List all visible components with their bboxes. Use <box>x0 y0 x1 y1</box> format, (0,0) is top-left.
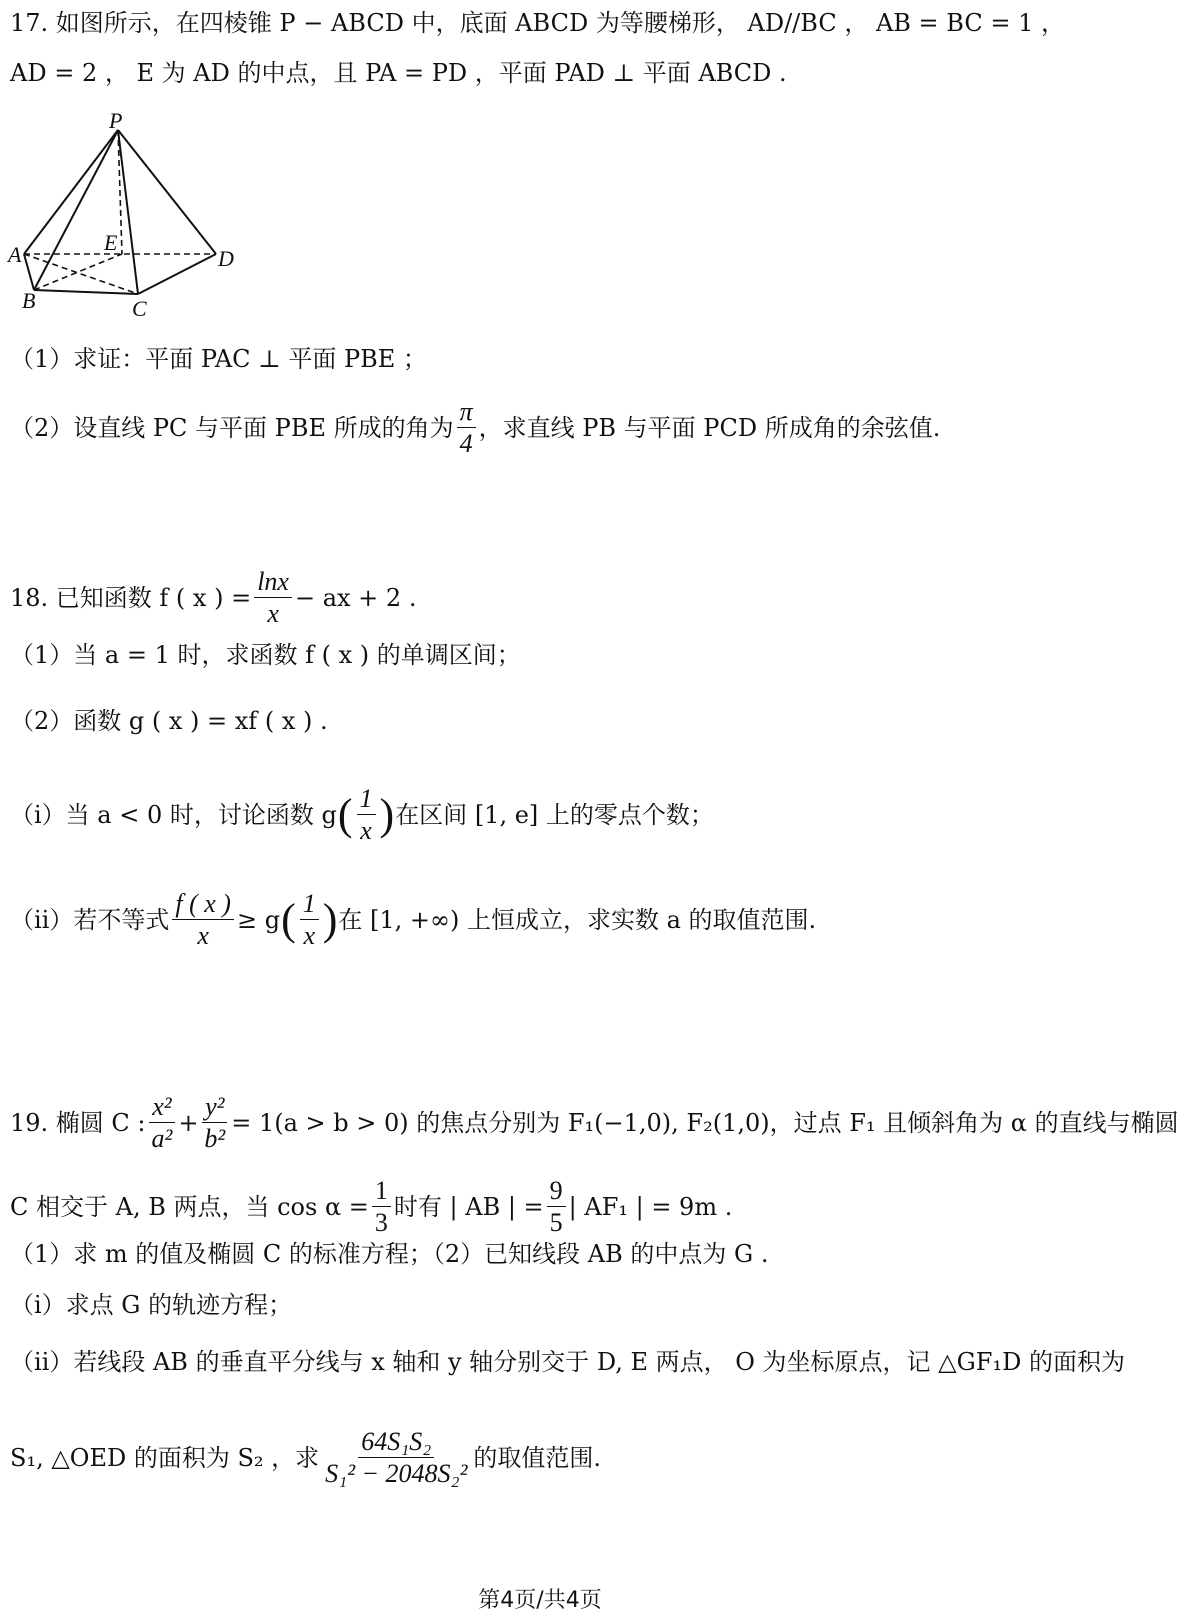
label-D: D <box>218 246 234 271</box>
area-ratio-fraction <box>322 1428 470 1488</box>
q18-sub1-line <box>10 785 1070 845</box>
frac-den: x <box>197 921 209 951</box>
frac-den: x <box>360 816 372 846</box>
frac-den: a² <box>151 1124 173 1154</box>
q18-sub1-b: 在区间 [1, e] 上的零点个数； <box>395 800 714 829</box>
label-C: C <box>132 296 147 321</box>
one-third-fraction <box>372 1177 391 1237</box>
q19-sub2: （ⅱ）若线段 AB 的垂直平分线与 x 轴和 y 轴分别交于 D, E 两点， O 为坐标原点，记 △GF₁D 的面积为 <box>10 1348 1125 1376</box>
q19-stem-b: = 1(a > b > 0) 的焦点分别为 F₁(−1,0), F₂(1,0)，过点 F₁ 且倾斜角为 α 的直线与椭圆 <box>231 1108 1179 1137</box>
frac-den: S₁² − 2048S₂² <box>325 1459 468 1489</box>
q18-part1: （1）当 a = 1 时，求函数 f ( x ) 的单调区间； <box>10 641 521 669</box>
right-paren: ) <box>379 789 395 839</box>
one-over-x-fraction <box>300 890 319 950</box>
q19-stem-a: 19. 椭圆 C : <box>10 1108 146 1137</box>
q18-part2-line <box>10 704 1070 738</box>
pi-over-4-fraction <box>457 398 476 458</box>
q19-sub2-line <box>10 1345 1125 1379</box>
one-over-x-fraction <box>357 785 376 845</box>
frac-num: 64S₁S₂ <box>358 1428 434 1458</box>
frac-den: b² <box>204 1124 226 1154</box>
q19-plus: + <box>178 1108 199 1137</box>
left-paren: ( <box>337 789 353 839</box>
q18-stem-a: 18. 已知函数 f ( x ) = <box>10 583 252 612</box>
q19-line2 <box>10 1177 1070 1237</box>
label-A: A <box>8 242 22 267</box>
left-paren: ( <box>281 894 296 944</box>
x2-over-a2-fraction <box>149 1093 176 1153</box>
frac-num: 1 <box>300 890 319 920</box>
q17-line2 <box>10 56 1070 90</box>
q19-last-b: 的取值范围. <box>473 1443 602 1472</box>
edge-AB <box>24 254 34 290</box>
q19-line2-b: | AF₁ | = 9m . <box>568 1192 733 1221</box>
q19-part1: （1）求 m 的值及椭圆 C 的标准方程；（2）已知线段 AB 的中点为 G . <box>10 1240 769 1268</box>
q19-last-line <box>10 1428 1070 1488</box>
edge-PB <box>34 130 118 290</box>
frac-den: 5 <box>549 1208 563 1238</box>
edge-PD <box>118 130 216 254</box>
q17-part2-a: （2）设直线 PC 与平面 PBE 所成的角为 <box>10 413 454 442</box>
q19-line2-mid: 时有 | AB | = <box>393 1192 544 1221</box>
q19-sub1-line <box>10 1288 1070 1322</box>
page-footer: 第4页/共4页 <box>478 1588 602 1613</box>
q19-last-a: S₁, △OED 的面积为 S₂ ，求 <box>10 1443 320 1472</box>
q18-stem-b: − ax + 2 . <box>294 583 417 612</box>
frac-num: 9 <box>547 1177 566 1207</box>
q18-sub2-mid: ≥ g <box>236 905 281 934</box>
frac-num: x² <box>149 1093 174 1123</box>
right-paren: ) <box>322 894 338 944</box>
q18-sub2-a: （ⅱ）若不等式 <box>10 905 170 934</box>
pyramid-figure <box>8 108 248 322</box>
label-E: E <box>104 230 118 255</box>
q17-part1: （1）求证：平面 PAC ⊥ 平面 PBE ； <box>10 345 427 373</box>
q17-line1 <box>10 6 1070 40</box>
frac-num: y² <box>202 1093 227 1123</box>
frac-den: x <box>303 921 315 951</box>
edge-BC <box>34 290 138 294</box>
q18-sub1-a: （ⅰ）当 a < 0 时，讨论函数 g <box>10 800 337 829</box>
y2-over-b2-fraction <box>201 1093 228 1153</box>
frac-num: 1 <box>372 1177 391 1207</box>
q19-part1-line <box>10 1237 1070 1271</box>
q19-line1 <box>10 1092 1179 1154</box>
frac-den: 4 <box>459 429 473 459</box>
label-B: B <box>22 288 36 313</box>
q19-sub1: （ⅰ）求点 G 的轨迹方程； <box>10 1291 293 1319</box>
q18-line1 <box>10 568 1070 628</box>
edge-CD <box>138 254 216 294</box>
frac-den: 3 <box>374 1208 388 1238</box>
q19-line2-a: C 相交于 A, B 两点，当 cos α = <box>10 1192 369 1221</box>
nine-fifths-fraction <box>547 1177 566 1237</box>
label-P: P <box>109 108 123 133</box>
frac-den: x <box>267 599 279 629</box>
lnx-over-x-fraction <box>254 568 292 628</box>
q18-sub2-b: 在 [1, +∞) 上恒成立，求实数 a 的取值范围. <box>338 905 817 934</box>
q17-part2-line <box>10 398 1070 458</box>
edge-AC <box>24 254 138 294</box>
frac-num: π <box>457 398 476 428</box>
fx-over-x-fraction <box>172 890 234 950</box>
q18-sub2-line <box>10 890 1070 950</box>
q17-part1-line <box>10 342 1070 376</box>
q17-stem-line2: AD = 2 ， E 为 AD 的中点，且 PA = PD ，平面 PAD ⊥ 平面 ABCD . <box>10 59 787 87</box>
q17-stem-line1: 17. 如图所示，在四棱锥 P − ABCD 中，底面 ABCD 为等腰梯形， AD//BC ， AB = BC = 1 ， <box>10 9 1065 37</box>
q18-part2: （2）函数 g ( x ) = xf ( x ) . <box>10 707 328 735</box>
q17-part2-b: ，求直线 PB 与平面 PCD 所成角的余弦值. <box>478 413 941 442</box>
frac-num: lnx <box>254 568 292 598</box>
frac-num: f ( x ) <box>172 890 234 920</box>
frac-num: 1 <box>357 785 376 815</box>
q18-part1-line <box>10 638 1070 672</box>
